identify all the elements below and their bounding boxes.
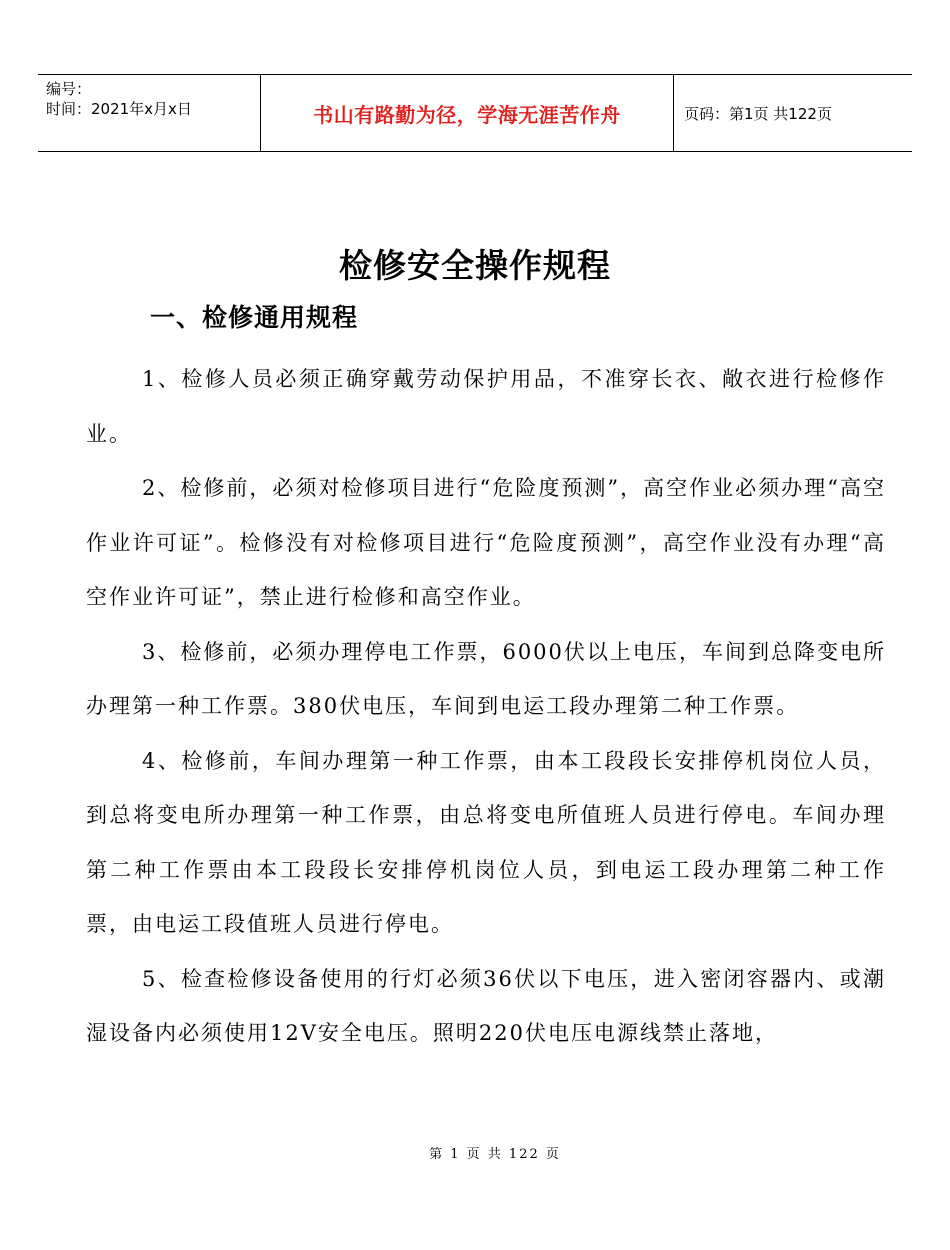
paragraph-5: 5、检查检修设备使用的行灯必须36伏以下电压，进入密闭容器内、或潮湿设备内必须使用12V安全电压。照明220伏电压电源线禁止落地， <box>86 966 886 1045</box>
document-header <box>38 74 912 152</box>
document-number-label: 编号： <box>46 80 92 98</box>
header-motto: 书山有路勤为径，学海无涯苦作舟 <box>261 75 674 151</box>
section-heading: 一、检修通用规程 <box>150 303 359 332</box>
header-meta-cell <box>38 75 261 151</box>
paragraph-4: 4、检修前，车间办理第一种工作票，由本工段段长安排停机岗位人员，到总将变电所办理第一种工作票，由总将变电所值班人员进行停电。车间办理第二种工作票由本工段段长安排停机岗位人员，到电运工段办理第二种工作票，由电运工段值班人员进行停电。 <box>86 748 886 936</box>
header-page-info: 页码：第1页 共122页 <box>684 104 832 123</box>
paragraph-1: 1、检修人员必须正确穿戴劳动保护用品，不准穿长衣、敞衣进行检修作业。 <box>86 367 886 446</box>
paragraph-2: 2、检修前，必须对检修项目进行“危险度预测”，高空作业必须办理“高空作业许可证”。检修没有对检修项目进行“危险度预测”，高空作业没有办理“高空作业许可证”，禁止进行检修和高空作业。 <box>86 476 886 609</box>
document-body <box>86 352 886 1061</box>
document-date: 时间：2021年x月x日 <box>46 100 192 118</box>
page-footer: 第 1 页 共 122 页 <box>429 1147 561 1162</box>
paragraph-3: 3、检修前，必须办理停电工作票，6000伏以上电压，车间到总降变电所办理第一种工作票。380伏电压，车间到电运工段办理第二种工作票。 <box>86 639 886 718</box>
document-title: 检修安全操作规程 <box>339 246 611 285</box>
